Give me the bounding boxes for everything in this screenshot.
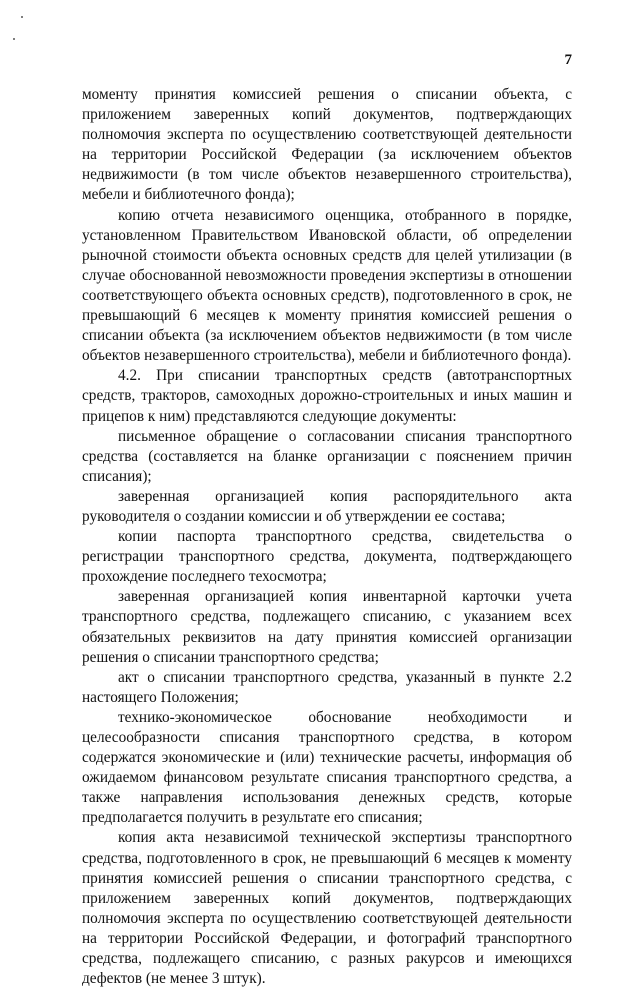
scan-speck <box>13 38 15 40</box>
paragraph: технико-экономическое обоснование необходимости и целесообразности списания транспортного средства, в котором содержатся экономические и (или) технические расчеты, информация об ожидаемом финансовом результате списания транспортного средства, а также направления использования денежных средств, которые предполагается получить в результате его списания; <box>82 708 572 827</box>
paragraph: заверенная организацией копия распорядительного акта руководителя о создании комиссии и об утверждении ее состава; <box>82 487 572 525</box>
scan-speck <box>21 16 23 18</box>
paragraph: копии паспорта транспортного средства, свидетельства о регистрации транспортного средства, документа, подтверждающего прохождение последнего техосмотра; <box>82 528 572 586</box>
document-body <box>82 85 572 989</box>
paragraph: акт о списании транспортного средства, указанный в пункте 2.2 настоящего Положения; <box>82 668 572 706</box>
paragraph: 4.2. При списании транспортных средств (автотранспортных средств, тракторов, самоходных дорожно-строительных и иных машин и прицепов к ним) представляются следующие документы: <box>82 367 572 425</box>
paragraph: копия акта независимой технической экспертизы транспортного средства, подготовленного в срок, не превышающий 6 месяцев к моменту принятия комиссией решения о списании транспортного средства, с приложением заверенных копий документов, подтверждающих полномочия эксперта по осуществлению соответствующей деятельности на территории Российской Федерации, и фотографий транспортного средства, подлежащего списанию, с разных ракурсов и имеющихся дефектов (не менее 3 штук). <box>82 829 572 988</box>
paragraph: копию отчета независимого оценщика, отобранного в порядке, установленном Правительством Ивановской области, об определении рыночной стоимости объекта основных средств для целей утилизации (в случае обоснованной невозможности проведения экспертизы в отношении соответствующего объекта основных средств), подготовленного в срок, не превышающий 6 месяцев к моменту принятия комиссией решения о списании объекта (за исключением объектов недвижимости (в том числе объектов незавершенного строительства), мебели и библиотечного фонда). <box>82 206 572 365</box>
paragraph: письменное обращение о согласовании списания транспортного средства (составляется на бланке организации с пояснением причин списания); <box>82 427 572 485</box>
page-number: 7 <box>564 52 572 68</box>
paragraph: моменту принятия комиссией решения о списании объекта, с приложением заверенных копий документов, подтверждающих полномочия эксперта по осуществлению соответствующей деятельности на территории Российской Федерации (за исключением объектов недвижимости (в том числе объектов незавершенного строительства), мебели и библиотечного фонда); <box>82 86 572 204</box>
paragraph: заверенная организацией копия инвентарной карточки учета транспортного средства, подлежащего списанию, с указанием всех обязательных реквизитов на дату принятия комиссией организации решения о списании транспортного средства; <box>82 588 572 666</box>
